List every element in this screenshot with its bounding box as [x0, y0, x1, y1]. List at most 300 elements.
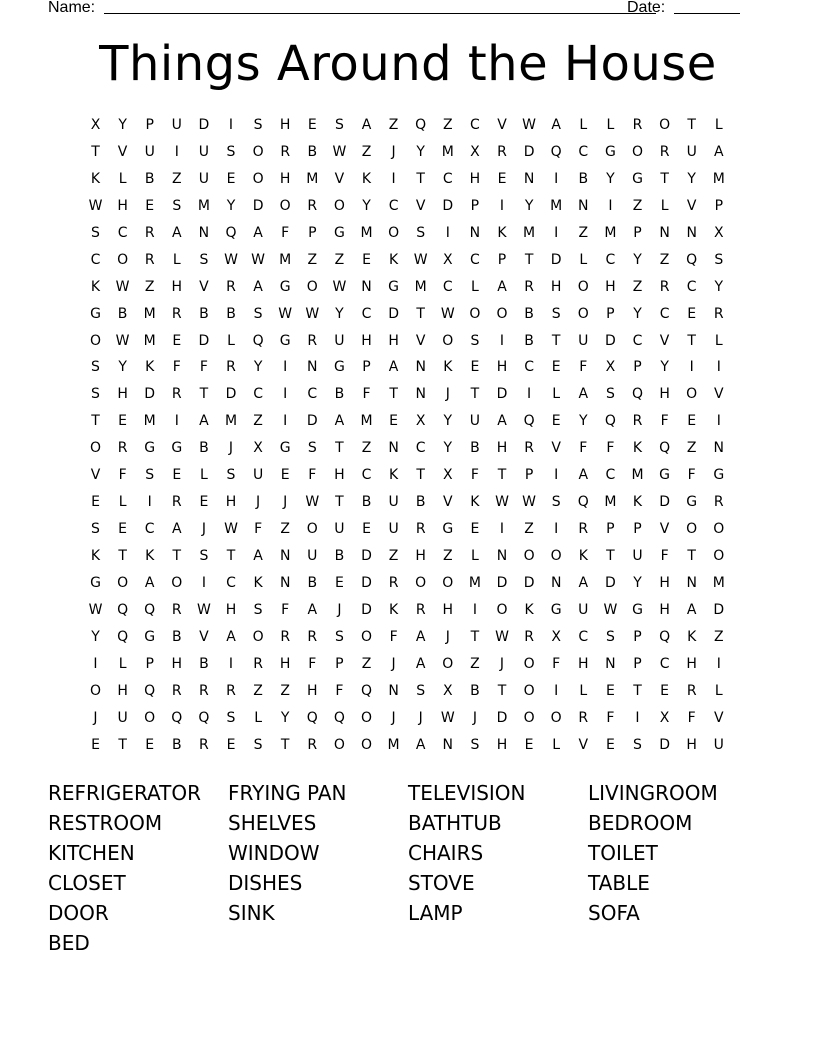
grid-letter: K — [632, 440, 643, 457]
grid-letter: C — [117, 224, 128, 241]
grid-letter: O — [333, 197, 345, 214]
grid-letter: Z — [686, 440, 697, 457]
grid-letter: R — [307, 628, 318, 645]
grid-letter: T — [687, 332, 696, 349]
grid-letter: O — [252, 170, 264, 187]
grid-letter: O — [279, 197, 291, 214]
grid-letter: K — [90, 170, 101, 187]
grid-letter: C — [307, 386, 318, 403]
grid-letter: Q — [360, 682, 373, 699]
grid-letter: O — [523, 548, 535, 564]
grid-letter: M — [197, 197, 210, 214]
grid-letter: A — [415, 736, 426, 753]
grid-letter: T — [497, 467, 507, 484]
grid-letter: B — [307, 574, 318, 591]
word-bank-item: CLOSET — [48, 871, 126, 895]
grid-letter: E — [226, 736, 236, 753]
grid-letter: H — [171, 655, 183, 672]
grid-letter: O — [89, 682, 102, 699]
date-label: Date: — [627, 0, 666, 16]
word-bank-item: LAMP — [408, 901, 463, 925]
grid-letter: T — [416, 467, 425, 484]
grid-letter: F — [606, 440, 615, 457]
grid-letter: W — [224, 521, 238, 538]
grid-letter: Q — [523, 413, 535, 430]
grid-letter: W — [115, 332, 130, 349]
grid-letter: S — [334, 628, 344, 645]
grid-letter: B — [578, 170, 589, 187]
grid-letter: D — [198, 332, 210, 349]
grid-letter: Z — [361, 655, 372, 672]
grid-letter: O — [89, 440, 102, 457]
grid-letter: I — [716, 413, 721, 430]
grid-letter: K — [253, 574, 263, 591]
grid-letter: C — [659, 655, 670, 672]
word-bank-item: RESTROOM — [48, 811, 163, 835]
grid-letter: L — [254, 709, 262, 726]
grid-letter: D — [198, 117, 210, 133]
grid-letter: Y — [416, 143, 425, 160]
grid-letter: K — [687, 628, 697, 645]
word-bank-item: SINK — [228, 901, 275, 925]
grid-letter: G — [604, 143, 616, 160]
grid-letter: R — [388, 574, 399, 591]
grid-letter: N — [279, 574, 291, 591]
grid-letter: S — [253, 305, 263, 322]
grid-letter: Q — [604, 413, 616, 430]
grid-letter: F — [552, 655, 561, 672]
grid-letter: O — [523, 682, 535, 699]
grid-letter: X — [551, 628, 561, 645]
grid-letter: S — [714, 251, 724, 268]
grid-letter: O — [252, 143, 264, 160]
grid-letter: J — [283, 494, 288, 511]
grid-letter: W — [440, 709, 455, 726]
grid-letter: N — [388, 440, 399, 457]
grid-row — [82, 139, 733, 166]
grid-letter: I — [445, 224, 450, 241]
grid-letter: J — [445, 386, 450, 403]
grid-letter: P — [606, 305, 615, 322]
grid-letter: P — [633, 655, 642, 672]
grid-letter: V — [714, 386, 724, 403]
grid-letter: G — [144, 628, 156, 645]
grid-letter: A — [334, 413, 345, 430]
grid-letter: R — [144, 251, 155, 268]
grid-letter: U — [388, 494, 399, 511]
grid-letter: Z — [632, 197, 643, 214]
grid-letter: I — [635, 709, 640, 726]
grid-letter: T — [199, 386, 209, 403]
grid-letter: F — [199, 359, 208, 376]
grid-letter: M — [550, 197, 563, 214]
grid-letter: F — [281, 224, 290, 241]
grid-letter: F — [687, 467, 696, 484]
grid-letter: I — [689, 359, 694, 376]
grid-letter: I — [608, 197, 613, 214]
grid-letter: G — [442, 521, 454, 538]
grid-letter: W — [495, 628, 509, 645]
grid-letter: C — [361, 467, 372, 484]
grid-letter: Z — [361, 440, 372, 457]
grid-letter: O — [469, 305, 481, 322]
grid-letter: O — [360, 736, 373, 753]
grid-letter: R — [632, 117, 643, 133]
grid-letter: G — [144, 440, 156, 457]
grid-letter: U — [388, 521, 399, 538]
grid-letter: A — [686, 601, 697, 618]
grid-letter: D — [605, 574, 616, 591]
grid-letter: H — [171, 278, 183, 295]
grid-letter: T — [416, 170, 425, 187]
grid-letter: C — [361, 305, 372, 322]
grid-letter: U — [252, 467, 264, 484]
grid-letter: T — [335, 494, 344, 511]
grid-letter: E — [687, 305, 697, 322]
grid-letter: R — [280, 628, 291, 645]
grid-letter: D — [252, 197, 264, 214]
grid-letter: H — [442, 601, 454, 618]
grid-letter: C — [686, 278, 697, 295]
grid-letter: W — [332, 278, 347, 295]
grid-letter: P — [714, 197, 724, 214]
grid-letter: O — [360, 709, 373, 726]
grid-letter: F — [579, 440, 588, 457]
grid-letter: C — [253, 386, 263, 403]
grid-letter: C — [578, 628, 589, 645]
grid-letter: L — [227, 332, 235, 349]
grid-letter: J — [93, 709, 98, 726]
grid-letter: U — [117, 709, 128, 726]
grid-letter: C — [632, 332, 643, 349]
grid-row — [82, 489, 733, 516]
grid-letter: D — [442, 197, 454, 214]
grid-letter: O — [415, 574, 427, 591]
grid-letter: W — [88, 601, 103, 618]
grid-letter: L — [660, 197, 669, 214]
grid-letter: R — [524, 440, 534, 457]
grid-letter: R — [307, 736, 318, 753]
grid-letter: B — [226, 305, 236, 322]
grid-letter: C — [442, 278, 453, 295]
grid-letter: N — [686, 224, 697, 241]
grid-letter: Y — [633, 574, 642, 591]
grid-letter: Z — [443, 117, 453, 133]
grid-letter: H — [307, 682, 318, 699]
grid-letter: R — [226, 359, 236, 376]
grid-letter: Y — [579, 413, 588, 430]
grid-letter: I — [201, 574, 206, 591]
grid-letter: A — [199, 413, 209, 430]
grid-letter: E — [118, 521, 128, 538]
grid-letter: W — [305, 305, 320, 322]
grid-letter: E — [145, 197, 155, 214]
grid-letter: M — [279, 251, 292, 268]
grid-letter: C — [605, 467, 616, 484]
grid-letter: L — [579, 251, 588, 268]
grid-letter: T — [470, 386, 480, 403]
grid-letter: A — [253, 548, 263, 564]
grid-letter: G — [90, 305, 101, 322]
grid-letter: G — [279, 278, 291, 295]
header-line — [48, 0, 748, 20]
grid-letter: V — [578, 736, 589, 753]
grid-letter: Y — [118, 359, 127, 376]
grid-letter: T — [172, 548, 182, 564]
grid-letter: N — [198, 224, 210, 241]
grid-letter: F — [254, 521, 263, 538]
grid-letter: L — [579, 117, 588, 133]
grid-letter: J — [499, 655, 505, 672]
grid-letter: U — [578, 601, 589, 618]
grid-letter: E — [172, 332, 182, 349]
grid-letter: A — [578, 467, 589, 484]
grid-letter: Y — [443, 413, 453, 430]
grid-letter: S — [253, 601, 263, 618]
grid-letter: I — [716, 655, 721, 672]
grid-letter: J — [472, 709, 477, 726]
grid-letter: L — [552, 386, 561, 403]
grid-letter: X — [90, 117, 101, 133]
grid-letter: A — [307, 601, 318, 618]
grid-letter: C — [144, 521, 155, 538]
word-bank-item: FRYING PAN — [228, 781, 347, 805]
grid-row — [82, 651, 733, 678]
grid-letter: K — [443, 359, 453, 376]
grid-letter: Y — [633, 305, 642, 322]
grid-letter: W — [522, 494, 537, 511]
grid-letter: E — [470, 521, 480, 538]
grid-letter: R — [199, 736, 209, 753]
grid-letter: Q — [415, 117, 427, 133]
grid-letter: D — [388, 305, 399, 322]
grid-letter: Z — [388, 117, 399, 133]
grid-row — [82, 408, 733, 435]
grid-letter: L — [118, 655, 127, 672]
grid-letter: I — [499, 197, 505, 214]
grid-letter: K — [361, 170, 372, 187]
grid-letter: Y — [226, 197, 236, 214]
grid-letter: U — [198, 170, 210, 187]
grid-letter: A — [253, 278, 263, 295]
grid-letter: X — [470, 143, 480, 160]
grid-letter: H — [415, 548, 426, 564]
grid-letter: O — [577, 305, 589, 322]
grid-letter: O — [631, 143, 644, 160]
grid-letter: Z — [253, 682, 263, 699]
grid-letter: U — [469, 413, 481, 430]
grid-letter: D — [144, 386, 156, 403]
grid-letter: S — [91, 521, 100, 538]
grid-letter: V — [90, 467, 101, 484]
grid-letter: P — [497, 251, 507, 268]
grid-letter: Z — [524, 521, 534, 538]
grid-letter: Q — [144, 682, 156, 699]
grid-letter: O — [550, 548, 562, 564]
grid-letter: H — [659, 601, 670, 618]
grid-letter: O — [306, 521, 318, 538]
grid-letter: S — [470, 332, 480, 349]
grid-letter: S — [91, 224, 100, 241]
grid-letter: C — [415, 440, 426, 457]
grid-letter: Y — [633, 251, 642, 268]
grid-letter: O — [333, 736, 345, 753]
grid-letter: O — [89, 332, 102, 349]
grid-letter: E — [660, 682, 670, 699]
grid-letter: U — [144, 143, 155, 160]
grid-letter: I — [283, 386, 288, 403]
grid-letter: W — [196, 601, 211, 618]
grid-letter: J — [228, 440, 234, 457]
grid-letter: T — [280, 736, 290, 753]
grid-letter: R — [713, 494, 724, 511]
grid-letter: O — [523, 709, 535, 726]
word-bank-item: KITCHEN — [48, 841, 135, 865]
grid-letter: A — [714, 143, 724, 160]
grid-letter: I — [554, 682, 559, 699]
grid-letter: Q — [306, 709, 318, 726]
grid-letter: T — [416, 305, 425, 322]
grid-letter: B — [334, 548, 345, 564]
grid-letter: H — [496, 440, 508, 457]
grid-letter: H — [117, 682, 128, 699]
grid-letter: S — [91, 386, 100, 403]
grid-letter: W — [522, 117, 537, 133]
grid-letter: T — [226, 548, 236, 564]
grid-letter: A — [361, 117, 372, 133]
grid-row — [82, 462, 733, 489]
grid-letter: E — [605, 682, 615, 699]
grid-letter: D — [361, 548, 372, 564]
grid-letter: H — [686, 736, 697, 753]
name-label: Name: — [48, 0, 96, 16]
grid-letter: G — [713, 467, 725, 484]
grid-letter: W — [603, 601, 618, 618]
grid-letter: Q — [117, 628, 129, 645]
grid-letter: G — [279, 332, 291, 349]
grid-letter: K — [389, 601, 399, 618]
grid-letter: N — [659, 224, 670, 241]
word-bank-item: DISHES — [228, 871, 303, 895]
grid-letter: K — [389, 467, 399, 484]
grid-letter: D — [496, 386, 508, 403]
grid-letter: X — [714, 224, 724, 241]
grid-letter: A — [415, 628, 426, 645]
grid-letter: E — [551, 359, 561, 376]
grid-letter: E — [362, 251, 371, 268]
grid-letter: R — [171, 305, 182, 322]
grid-letter: L — [552, 736, 561, 753]
grid-letter: B — [415, 494, 426, 511]
grid-letter: E — [307, 117, 317, 133]
grid-letter: U — [686, 143, 697, 160]
grid-letter: N — [578, 197, 589, 214]
grid-letter: W — [278, 305, 293, 322]
grid-letter: E — [605, 736, 615, 753]
grid-letter: U — [171, 117, 182, 133]
grid-letter: G — [659, 467, 671, 484]
grid-letter: Q — [550, 143, 562, 160]
word-bank-item: BEDROOM — [588, 811, 693, 835]
grid-row — [82, 220, 733, 247]
grid-letter: C — [470, 251, 480, 268]
grid-letter: Z — [578, 224, 589, 241]
grid-letter: R — [171, 494, 182, 511]
grid-letter: P — [145, 655, 154, 672]
grid-letter: A — [226, 628, 236, 645]
grid-letter: X — [659, 709, 670, 726]
grid-row — [82, 354, 733, 381]
grid-letter: O — [686, 386, 698, 403]
grid-row — [82, 381, 733, 408]
grid-row — [82, 705, 733, 732]
grid-letter: S — [605, 628, 615, 645]
grid-letter: D — [361, 574, 372, 591]
grid-letter: R — [713, 305, 724, 322]
grid-letter: Y — [362, 197, 371, 214]
grid-letter: V — [117, 143, 128, 160]
grid-row — [82, 570, 733, 597]
grid-letter: J — [201, 521, 206, 538]
grid-letter: I — [391, 170, 396, 187]
grid-letter: S — [172, 197, 182, 214]
grid-letter: M — [306, 170, 319, 187]
grid-row — [82, 166, 733, 193]
grid-letter: R — [659, 143, 670, 160]
grid-letter: J — [445, 628, 450, 645]
grid-letter: E — [362, 521, 371, 538]
grid-letter: L — [118, 170, 127, 187]
word-bank-item: DOOR — [48, 901, 109, 925]
grid-letter: B — [144, 170, 155, 187]
grid-letter: P — [470, 197, 480, 214]
grid-letter: O — [523, 655, 535, 672]
grid-letter: E — [497, 170, 507, 187]
grid-letter: U — [334, 332, 345, 349]
grid-letter: R — [144, 224, 155, 241]
grid-letter: T — [118, 548, 127, 564]
grid-letter: B — [334, 386, 345, 403]
grid-letter: C — [442, 170, 453, 187]
grid-letter: Q — [171, 709, 183, 726]
grid-letter: R — [415, 601, 426, 618]
grid-letter: S — [633, 736, 642, 753]
grid-letter: Y — [660, 359, 669, 376]
grid-letter: K — [524, 601, 534, 618]
grid-letter: O — [713, 521, 725, 538]
grid-letter: I — [499, 332, 505, 349]
grid-row — [82, 193, 733, 220]
grid-letter: C — [524, 359, 534, 376]
grid-letter: T — [389, 386, 398, 403]
grid-letter: W — [305, 494, 320, 511]
grid-letter: V — [551, 440, 561, 457]
grid-letter: H — [578, 655, 589, 672]
grid-letter: V — [334, 170, 345, 187]
grid-letter: A — [253, 224, 263, 241]
grid-letter: U — [334, 521, 345, 538]
grid-letter: R — [171, 386, 182, 403]
grid-letter: X — [253, 440, 263, 457]
grid-letter: O — [171, 574, 183, 591]
grid-letter: E — [551, 413, 561, 430]
grid-letter: C — [659, 305, 670, 322]
grid-letter: L — [714, 682, 723, 699]
grid-letter: M — [224, 413, 238, 430]
grid-letter: Z — [253, 413, 263, 430]
grid-letter: T — [660, 170, 669, 187]
grid-letter: C — [605, 251, 616, 268]
